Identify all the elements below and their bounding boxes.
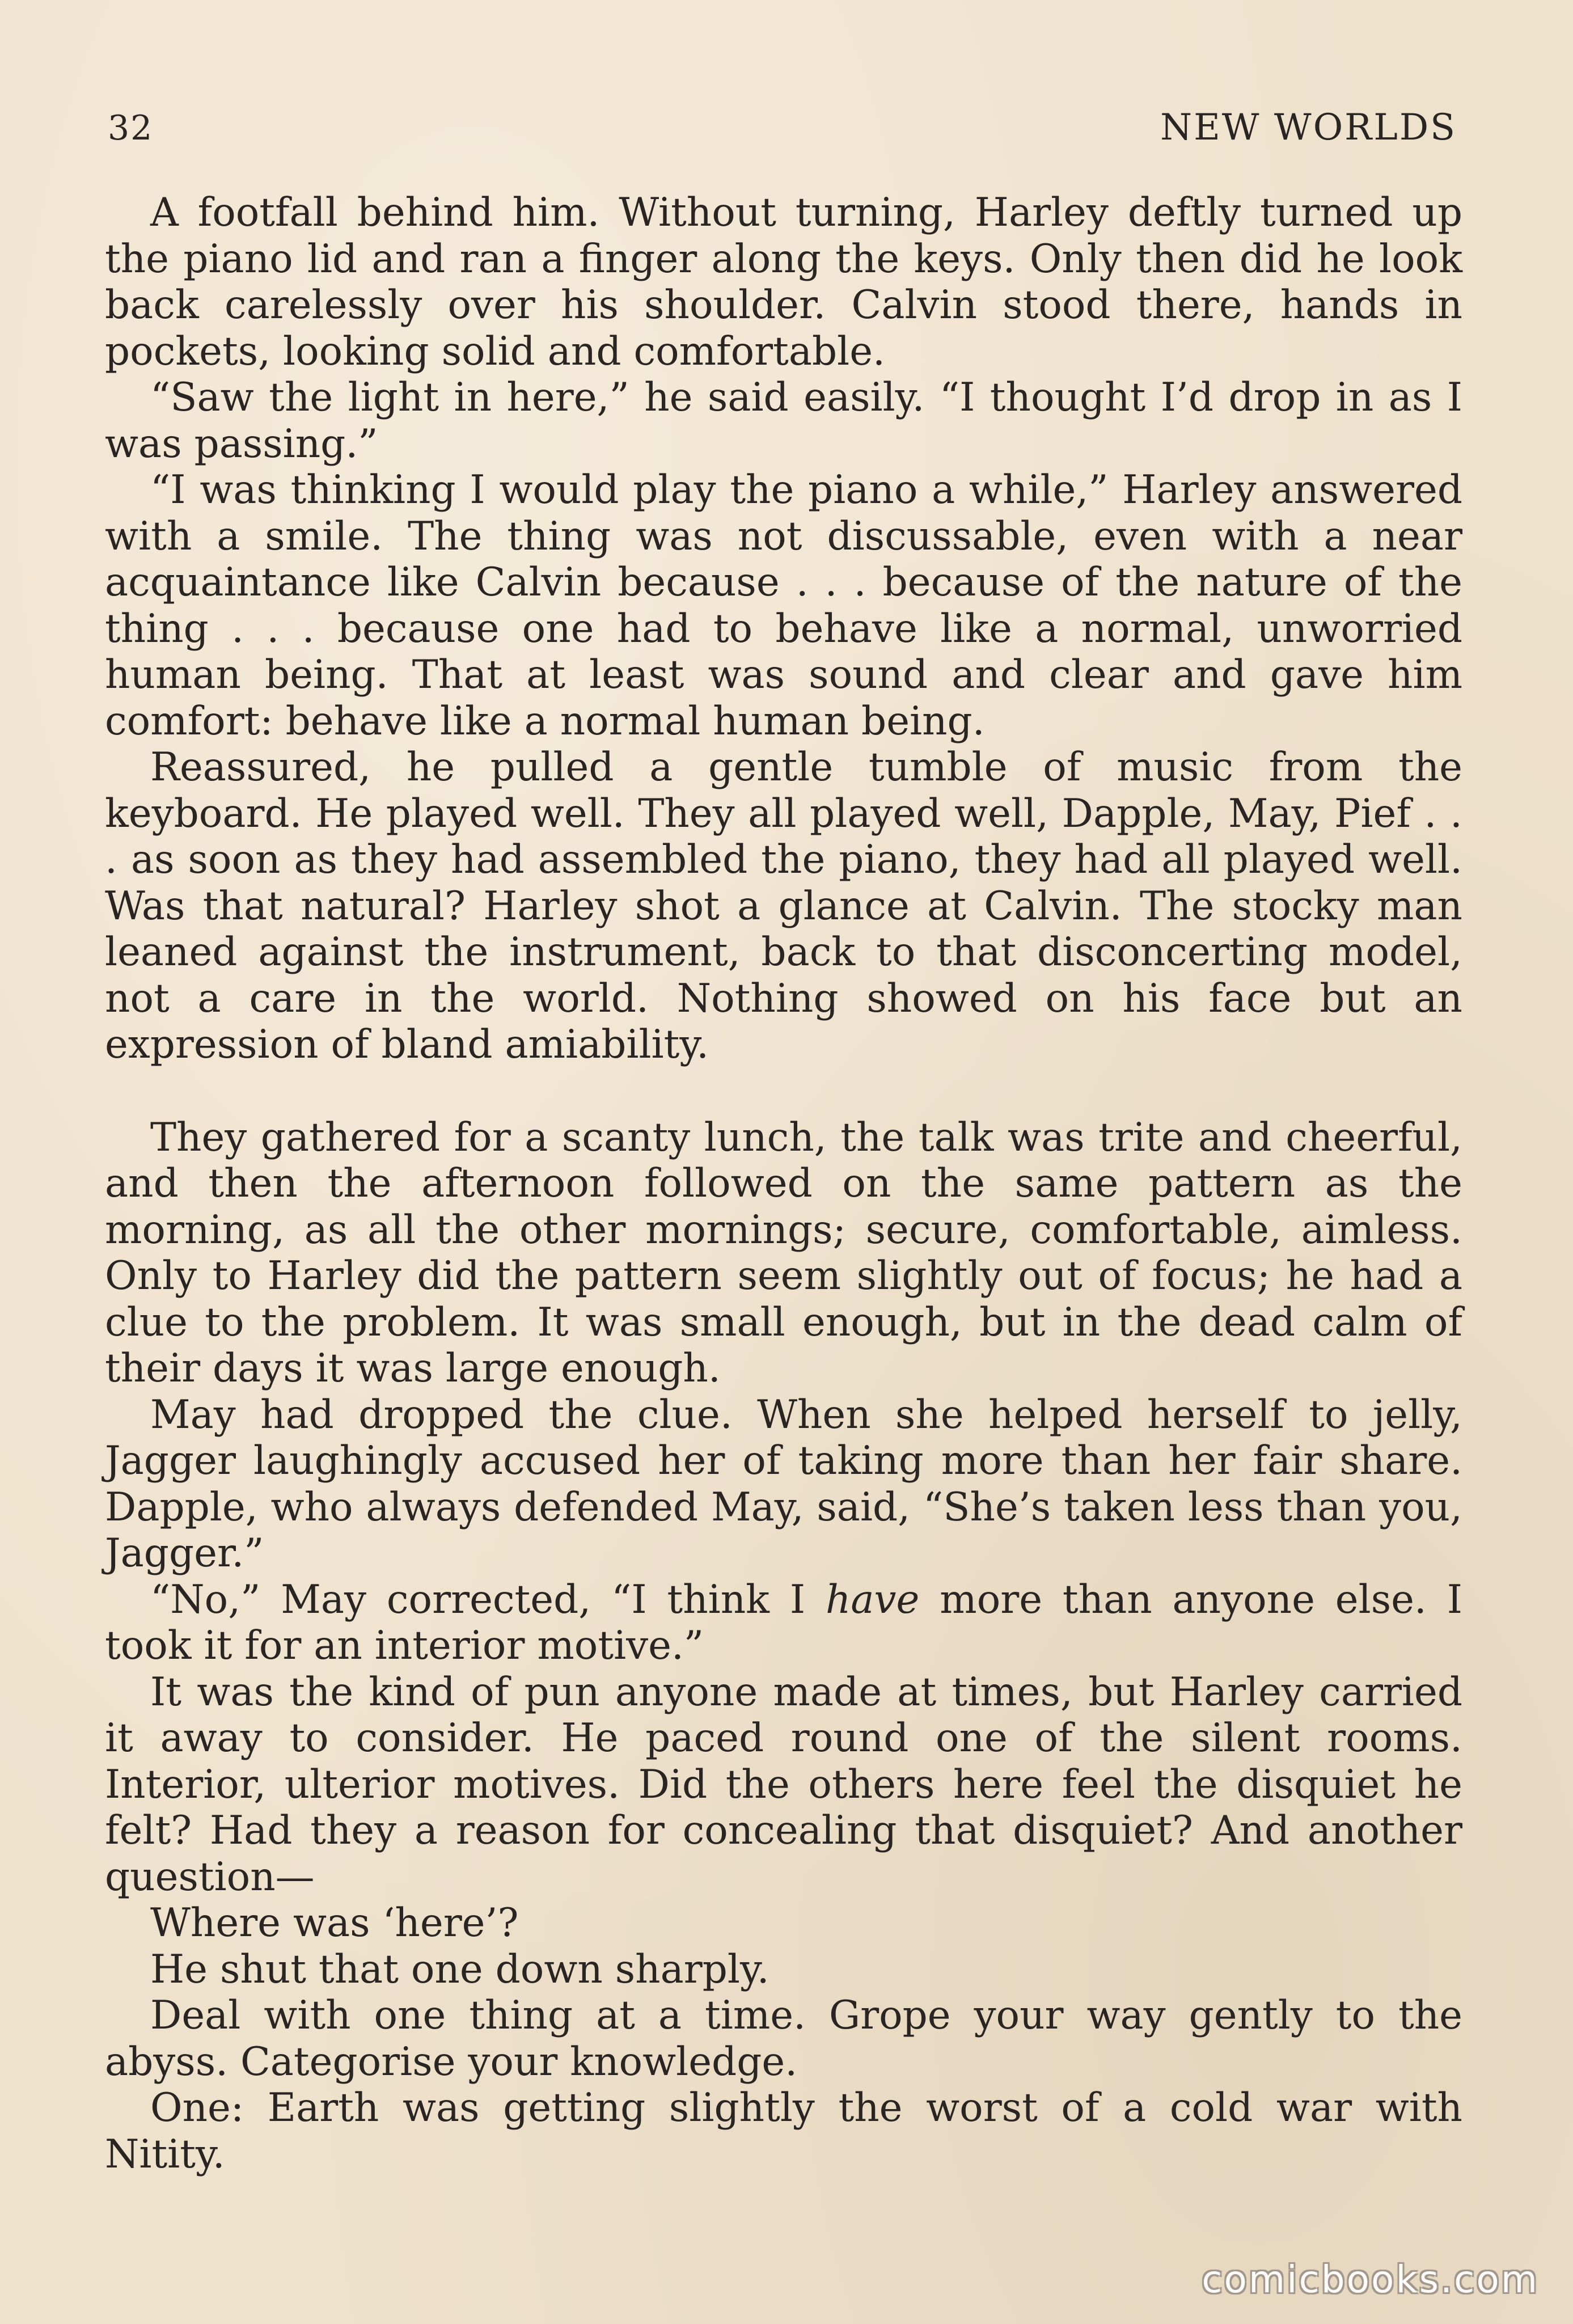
running-head: NEW WORLDS [1160, 107, 1457, 149]
paragraph: It was the kind of pun anyone made at times, but Harley carried it away to consider. He paced round one of the silent rooms. Interior, ulterior motives. Did the others here feel the disquiet he felt? Had they a reason for concealing that disquiet? And another question— [105, 1669, 1462, 1900]
watermark-logo: comicbooks.com [1202, 2258, 1539, 2301]
paragraph: He shut that one down sharply. [150, 1946, 769, 1992]
page-header [108, 105, 1457, 150]
body-text [105, 190, 1462, 2178]
page-number: 32 [108, 108, 154, 148]
paragraph: Reassured, he pulled a gentle tumble of music from the keyboard. He played well. They all played well, Dapple, May, Pief . . . as soon as they had assembled the piano, they had all played well. Was that natural? Harley shot a glance at Calvin. The stocky man leaned against the instrument, back to that disconcerting model, not a care in the world. Nothing showed on his face but an expression of bland amiability. [105, 745, 1462, 1067]
emphasized-word: have [825, 1577, 920, 1622]
paragraph-text: more than anyone else. I took it for an interior motive.” [105, 1577, 1462, 1668]
paragraph: “I was thinking I would play the piano a while,” Harley answered with a smile. The thing was not discussable, even with a near acquaintance like Calvin because . . . because of the nature of the thing . . . because one had to behave like a normal, unworried human being. That at least was sound and clear and gave him comfort: behave like a normal human being. [105, 467, 1462, 744]
paragraph: A footfall behind him. Without turning, Harley deftly turned up the piano lid and ran a finger along the keys. Only then did he look back carelessly over his shoulder. Calvin stood there, hands in pockets, looking solid and comfortable. [105, 190, 1462, 374]
paragraph: Where was ‘here’? [150, 1900, 519, 1946]
paragraph: May had dropped the clue. When she helped herself to jelly, Jagger laughingly accused her of taking more than her fair share. Dapple, who always defended May, said, “She’s taken less than you, Jagger.” [105, 1392, 1462, 1576]
section-break [105, 1068, 1462, 1115]
paragraph: “Saw the light in here,” he said easily. “I thought I’d drop in as I was passing.” [105, 375, 1462, 467]
paragraph-text: “No,” May corrected, “I think I [150, 1577, 826, 1622]
paragraph: One: Earth was getting slightly the worst of a cold war with Nitity. [105, 2085, 1462, 2177]
paragraph: They gathered for a scanty lunch, the talk was trite and cheerful, and then the afternoon followed on the same pattern as the morning, as all the other mornings; secure, comfortable, aimless. Only to Harley did the pattern seem slightly out of focus; he had a clue to the problem. It was small enough, but in the dead calm of their days it was large enough. [105, 1114, 1462, 1391]
paragraph [105, 1577, 1462, 1670]
paragraph: Deal with one thing at a time. Grope your way gently to the abyss. Categorise your knowledge. [105, 1993, 1462, 2085]
